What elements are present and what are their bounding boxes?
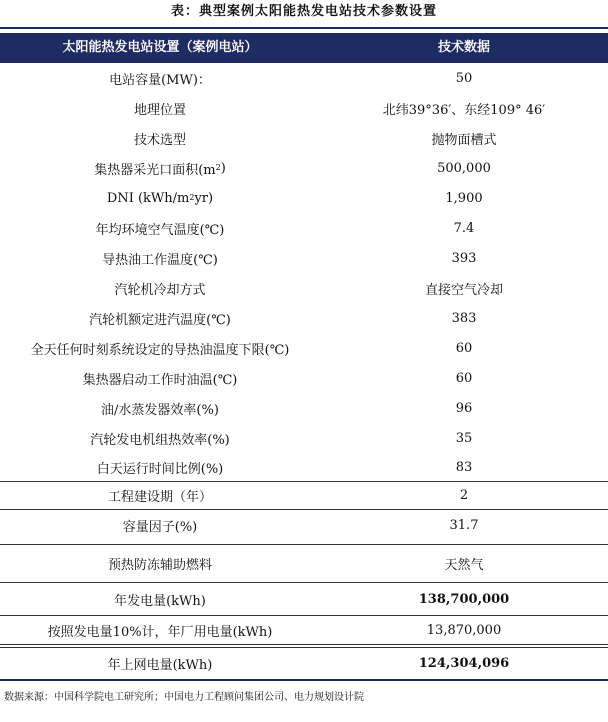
row-label: 全天任何时刻系统设定的导热油温度下限(℃) <box>30 342 290 358</box>
row-label: 汽轮机额定进汽温度(℃) <box>89 312 231 328</box>
row-value: 直接空气冷却 <box>424 282 503 298</box>
row-label: 按照发电量10%计，年厂用电量(kWh) <box>47 624 273 640</box>
row-value: 83 <box>455 459 473 475</box>
table-row <box>0 393 608 423</box>
row-value: 天然气 <box>444 558 484 573</box>
row-value: 383 <box>451 310 477 326</box>
table-row <box>0 616 608 644</box>
table-row <box>0 583 608 615</box>
row-value: 抛物面槽式 <box>431 132 497 148</box>
top-rule <box>0 27 608 29</box>
row-label: 年上网电量(kWh) <box>107 657 213 673</box>
header-setting: 太阳能热发电站设置（案例电站） <box>62 40 258 55</box>
table-row <box>0 545 608 582</box>
row-value: 31.7 <box>449 517 479 533</box>
row-value: 393 <box>451 250 477 266</box>
row-value: 2 <box>459 488 469 503</box>
row-label: 导热油工作温度(℃) <box>102 252 218 268</box>
row-value: 124,304,096 <box>418 655 510 671</box>
row-label: 年均环境空气温度(℃) <box>95 222 225 238</box>
table-header <box>0 33 608 63</box>
row-divider <box>0 644 608 645</box>
table-row <box>0 123 608 153</box>
row-label: 容量因子(%) <box>122 519 198 535</box>
table-row <box>0 153 608 183</box>
table-row <box>0 213 608 243</box>
row-value: 50 <box>455 70 473 86</box>
row-label: 地理位置 <box>133 102 186 118</box>
table-row <box>0 243 608 273</box>
table-row <box>0 273 608 303</box>
row-value: 60 <box>455 340 473 356</box>
row-label: 油/水蒸发器效率(%) <box>101 402 219 418</box>
row-label: 技术选型 <box>133 132 186 148</box>
table-row <box>0 453 608 481</box>
row-value: 北纬39°36′、东经109° 46′ <box>382 102 546 118</box>
row-value: 60 <box>455 370 473 386</box>
table-row <box>0 303 608 333</box>
row-value: 35 <box>455 430 473 446</box>
header-technical-data: 技术数据 <box>437 40 490 55</box>
bottom-rule <box>0 679 608 681</box>
row-value: 1,900 <box>445 190 483 206</box>
row-label: 年发电量(kWh) <box>114 593 206 609</box>
row-value: 500,000 <box>437 160 491 176</box>
row-value: 96 <box>455 400 473 416</box>
table-row <box>0 423 608 453</box>
data-source-note: 数据来源：中国科学院电工研究所；中国电力工程顾问集团公司、电力规划设计院 <box>4 692 364 703</box>
row-label: 汽轮机冷却方式 <box>114 282 206 298</box>
table-title: 表：典型案例太阳能热发电站技术参数设置 <box>170 4 437 19</box>
table-row <box>0 333 608 363</box>
row-value: 13,870,000 <box>426 622 502 638</box>
table-row <box>0 363 608 393</box>
row-label: 汽轮发电机组热效率(%) <box>90 432 230 448</box>
table-row <box>0 482 608 509</box>
table-row <box>0 63 608 93</box>
row-value: 7.4 <box>453 220 475 236</box>
row-label: 工程建设期（年） <box>107 490 212 505</box>
row-value: 138,700,000 <box>418 591 510 607</box>
row-label: 预热防冻辅助燃料 <box>107 558 212 573</box>
row-label: DNI (kWh/m 2 yr) <box>106 190 214 206</box>
row-label: 集热器采光口面积(m 2 ) <box>94 160 226 178</box>
table-row <box>0 93 608 123</box>
row-label: 集热器启动工作时油温(℃) <box>82 372 238 388</box>
table-row <box>0 510 608 540</box>
table-row <box>0 648 608 678</box>
table-row <box>0 183 608 213</box>
row-label: 电站容量(MW)： <box>109 72 211 88</box>
row-label: 白天运行时间比例(%) <box>96 461 224 477</box>
